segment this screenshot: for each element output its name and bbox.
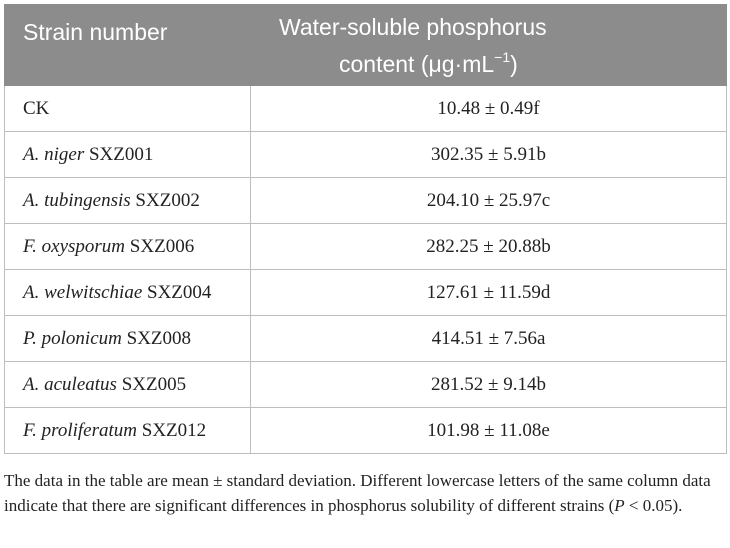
strain-code: SXZ012 bbox=[137, 419, 207, 441]
species-name: A. welwitschiae bbox=[23, 281, 143, 303]
table-row bbox=[5, 408, 727, 454]
table-row bbox=[5, 316, 727, 362]
strain-cell bbox=[5, 270, 251, 316]
header-unit-prefix: content (μg·mL bbox=[339, 50, 495, 77]
strain-cell bbox=[5, 362, 251, 408]
strain-code: SXZ006 bbox=[125, 235, 195, 257]
species-name: A. aculeatus bbox=[23, 373, 117, 395]
strain-cell bbox=[5, 224, 251, 270]
phosphorus-value: 302.35 ± 5.91b bbox=[251, 132, 727, 178]
phosphorus-value: 101.98 ± 11.08e bbox=[251, 408, 727, 454]
strain-cell bbox=[5, 408, 251, 454]
phosphorus-value: 281.52 ± 9.14b bbox=[251, 362, 727, 408]
strain-cell bbox=[5, 132, 251, 178]
footnote-text-end: < 0.05). bbox=[624, 496, 683, 515]
phosphorus-value: 10.48 ± 0.49f bbox=[251, 86, 727, 132]
table-row bbox=[5, 132, 727, 178]
species-name: A. niger bbox=[23, 143, 85, 165]
phosphorus-value: 204.10 ± 25.97c bbox=[251, 178, 727, 224]
strain-code: SXZ001 bbox=[84, 143, 154, 165]
strain-cell bbox=[5, 178, 251, 224]
strain-code: SXZ002 bbox=[130, 189, 200, 211]
phosphorus-table bbox=[4, 4, 727, 454]
species-name: P. polonicum bbox=[23, 327, 122, 349]
header-strain-number: Strain number bbox=[5, 5, 251, 86]
strain-code: SXZ005 bbox=[116, 373, 187, 395]
header-unit-exponent: −1 bbox=[494, 48, 511, 65]
strain-code: CK bbox=[23, 97, 50, 119]
table-row bbox=[5, 178, 727, 224]
species-name: F. oxysporum bbox=[23, 235, 126, 257]
phosphorus-value: 282.25 ± 20.88b bbox=[251, 224, 727, 270]
header-phosphorus-content bbox=[251, 5, 727, 86]
strain-code: SXZ008 bbox=[121, 327, 192, 349]
table-header-row bbox=[5, 5, 727, 86]
phosphorus-value: 127.61 ± 11.59d bbox=[251, 270, 727, 316]
strain-cell bbox=[5, 86, 251, 132]
strain-code: SXZ004 bbox=[142, 281, 212, 303]
strain-cell bbox=[5, 316, 251, 362]
species-name: F. proliferatum bbox=[23, 419, 138, 441]
header-unit-suffix: ) bbox=[510, 50, 518, 77]
footnote-text: The data in the table are mean ± standard deviation. Different lowercase letters of the same column data indicate that there are significant differences in phosphorus solubility of different strains ( bbox=[4, 471, 711, 515]
table-footnote bbox=[4, 468, 726, 518]
table-row bbox=[5, 270, 727, 316]
table-row bbox=[5, 86, 727, 132]
header-line2 bbox=[279, 42, 726, 79]
table-row bbox=[5, 224, 727, 270]
header-line1: Water-soluble phosphorus bbox=[279, 13, 547, 40]
footnote-p-symbol: P bbox=[614, 496, 625, 515]
species-name: A. tubingensis bbox=[23, 189, 131, 211]
phosphorus-value: 414.51 ± 7.56a bbox=[251, 316, 727, 362]
table-row bbox=[5, 362, 727, 408]
